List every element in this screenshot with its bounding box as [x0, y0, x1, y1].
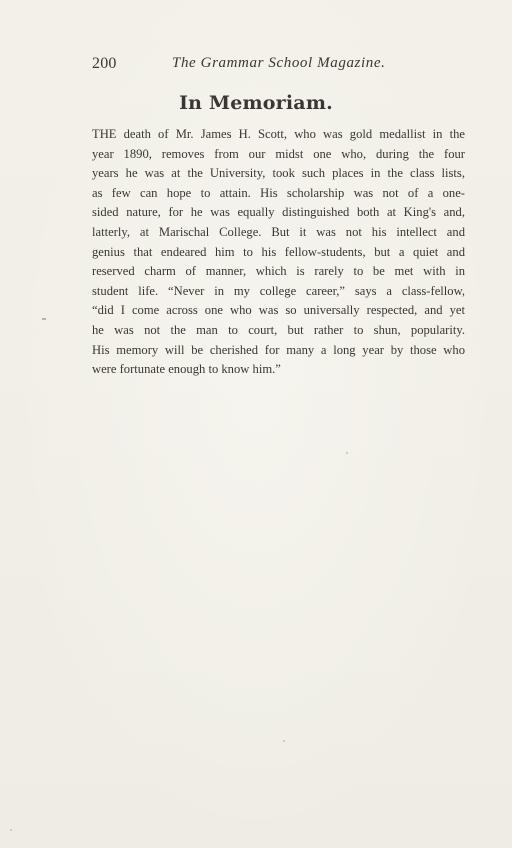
body-line: as few can hope to attain. His scholarship was not of a one- — [92, 185, 465, 200]
body-line: latterly, at Marischal College. But it was not his intellect and — [92, 224, 465, 239]
margin-mark — [42, 318, 46, 320]
body-line: reserved charm of manner, which is rarely to be met with in — [92, 264, 465, 279]
article-title: In Memoriam. — [179, 92, 333, 114]
page-header — [92, 55, 392, 75]
body-line: he was not the man to court, but rather to shun, popularity. — [92, 322, 465, 337]
body-line: sided nature, for he was equally distinguished both at King's and, — [92, 205, 465, 220]
paper-speck — [283, 740, 285, 742]
body-line: were fortunate enough to know him.” — [92, 362, 281, 377]
page-number: 200 — [92, 55, 117, 72]
body-line: “did I come across one who was so universally respected, and yet — [92, 303, 465, 318]
body-line: His memory will be cherished for many a long year by those who — [92, 342, 465, 357]
paper-speck — [10, 829, 12, 831]
body-line: genius that endeared him to his fellow-students, but a quiet and — [92, 244, 465, 259]
article-body — [92, 125, 465, 380]
paper-speck — [346, 452, 348, 454]
body-line: student life. “Never in my college career,” says a class-fellow, — [92, 283, 465, 298]
body-line: year 1890, removes from our midst one who, during the four — [92, 146, 465, 161]
running-title: The Grammar School Magazine. — [172, 55, 386, 71]
body-line: THE death of Mr. James H. Scott, who was gold medallist in the — [92, 127, 465, 141]
body-line: years he was at the University, took such places in the class lists, — [92, 166, 465, 181]
